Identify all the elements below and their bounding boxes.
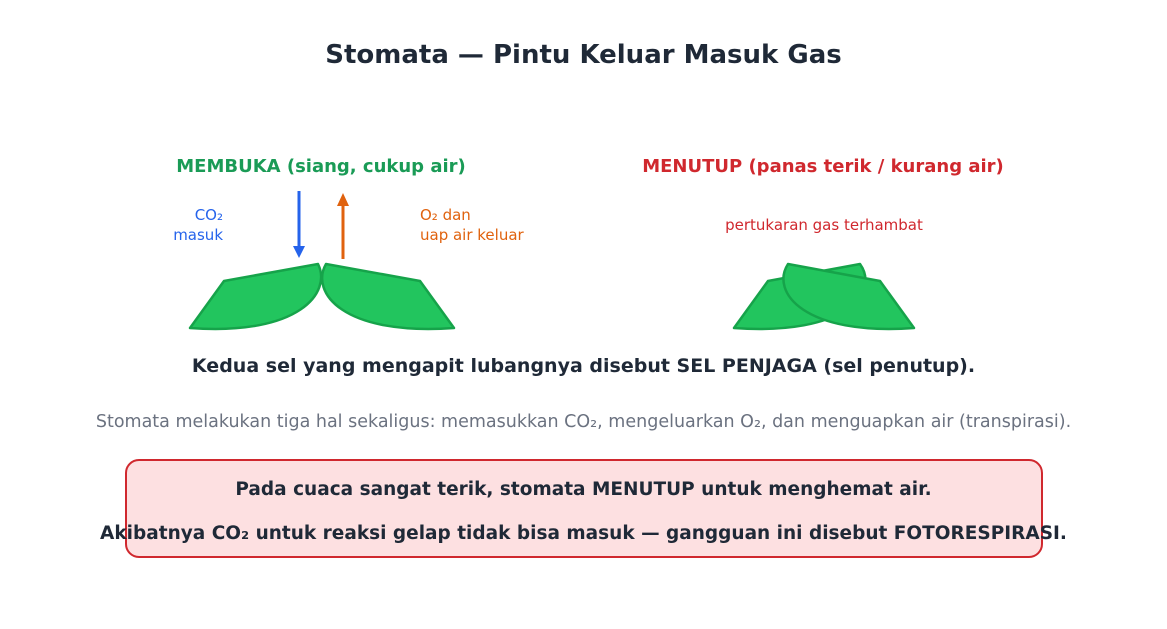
o2-out-arrow [337, 193, 349, 259]
gas-exchange-blocked-label: pertukaran gas terhambat [725, 216, 923, 234]
o2-label-line2: uap air keluar [420, 226, 524, 244]
stomata-function-summary: Stomata melakukan tiga hal sekaligus: memasukkan CO₂, mengeluarkan O₂, dan menguapkan air (transpirasi). [95, 412, 1072, 432]
co2-label-line2: masuk [173, 226, 223, 244]
guard-cell-caption: Kedua sel yang mengapit lubangnya disebut SEL PENJAGA (sel penutup). [191, 355, 976, 377]
warning-line-1: Pada cuaca sangat terik, stomata MENUTUP untuk menghemat air. [235, 479, 932, 500]
closed-stomata-heading: MENUTUP (panas terik / kurang air) [642, 156, 1004, 177]
page-title: Stomata — Pintu Keluar Masuk Gas [325, 40, 842, 70]
co2-in-arrow [293, 191, 305, 258]
warning-line-2: Akibatnya CO₂ untuk reaksi gelap tidak bisa masuk — gangguan ini disebut FOTORESPIRASI. [100, 523, 1067, 544]
guard-cell-right-open [322, 264, 454, 329]
co2-label-line1: CO₂ [194, 206, 223, 224]
open-stomata-heading: MEMBUKA (siang, cukup air) [176, 156, 466, 177]
o2-label-line1: O₂ dan [420, 206, 471, 224]
guard-cell-left-open [190, 264, 321, 329]
